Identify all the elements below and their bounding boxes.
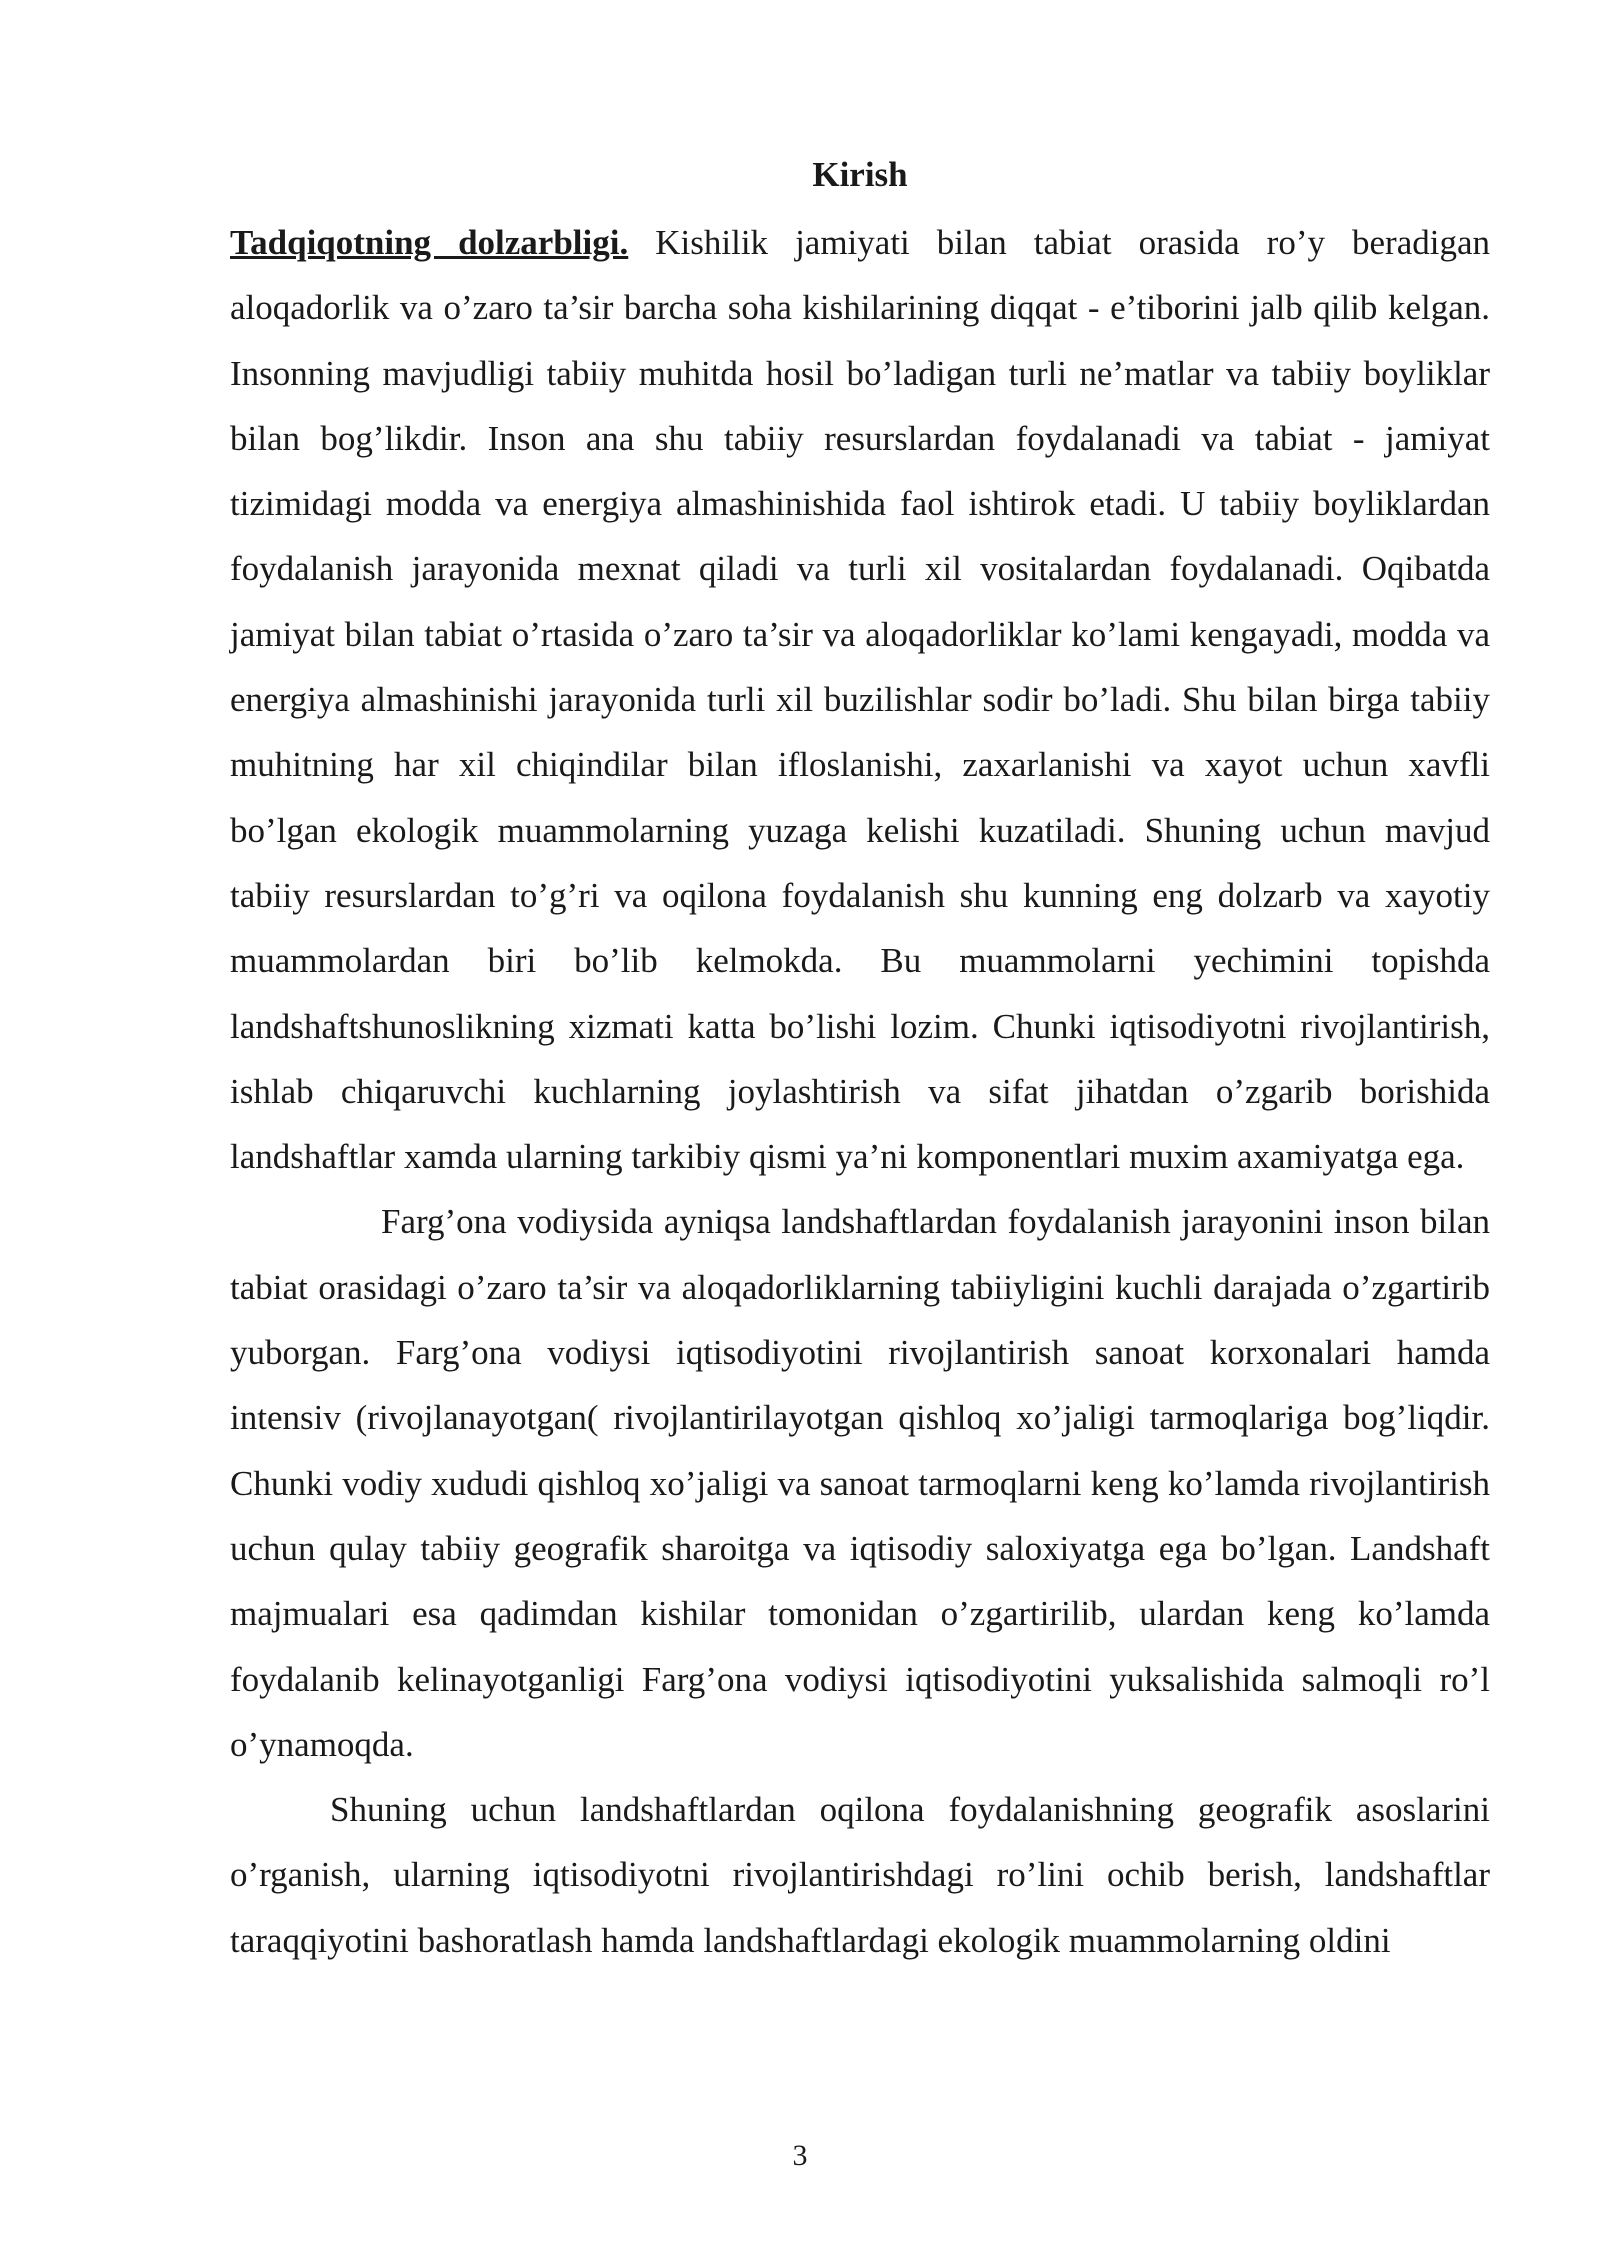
- paragraph-text: Shuning uchun landshaftlardan oqilona foydalanishning geografik asoslarini o’rganish, ularning iqtisodiyotni rivojlantirishdagi ro’lini ochib berish, landshaftlar taraqqiyotini bashoratlash hamda landshaftlardagi ekologik muammolarning oldini: [230, 1790, 1490, 1960]
- paragraph-relevance: [230, 210, 1490, 1189]
- paragraph-lead-heading: Tadqiqotning dolzarbligi.: [230, 223, 629, 262]
- section-title: Kirish: [812, 155, 908, 194]
- paragraph-fergana: [230, 1189, 1490, 1777]
- paragraph-text: Kishilik jamiyati bilan tabiat orasida ro’y beradigan aloqadorlik va o’zaro ta’sir barcha soha kishilarining diqqat - e’tiborini jalb qilib kelgan. Insonning mavjudligi tabiiy muhitda hosil bo’ladigan turli ne’matlar va tabiiy boyliklar bilan bog’likdir. Inson ana shu tabiiy resurslardan foydalanadi va tabiat - jamiyat tizimidagi modda va energiya almashinishida faol ishtirok etadi. U tabiiy boyliklardan foydalanish jarayonida mexnat qiladi va turli xil vositalardan foydalanadi. Oqibatda jamiyat bilan tabiat o’rtasida o’zaro ta’sir va aloqadorliklar ko’lami kengayadi, modda va energiya almashinishi jarayonida turli xil buzilishlar sodir bo’ladi. Shu bilan birga tabiiy muhitning har xil chiqindilar bilan ifloslanishi, zaxarlanishi va xayot uchun xavfli bo’lgan ekologik muammolarning yuzaga kelishi kuzatiladi. Shuning uchun mavjud tabiiy resurslardan to’g’ri va oqilona foydalanish shu kunning eng dolzarb va xayotiy muammolardan biri bo’lib kelmokda. Bu muammolarni yechimini topishda landshaftshunoslikning xizmati katta bo’lishi lozim. Chunki iqtisodiyotni rivojlantirish, ishlab chiqaruvchi kuchlarning joylashtirish va sifat jihatdan o’zgarib borishida landshaftlar xamda ularning tarkibiy qismi ya’ni komponentlari muxim axamiyatga ega.: [230, 223, 1490, 1177]
- page-number: 3: [792, 2139, 808, 2172]
- paragraph-purpose: [230, 1777, 1490, 1973]
- page-content: [230, 148, 1490, 1973]
- paragraph-text: Farg’ona vodiysida ayniqsa landshaftlardan foydalanish jarayonini inson bilan tabiat orasidagi o’zaro ta’sir va aloqadorliklarning tabiiyligini kuchli darajada o’zgartirib yuborgan. Farg’ona vodiysi iqtisodiyotini rivojlantirish sanoat korxonalari hamda intensiv (rivojlanayotgan( rivojlantirilayotgan qishloq xo’jaligi tarmoqlariga bog’liqdir. Chunki vodiy xududi qishloq xo’jaligi va sanoat tarmoqlarni keng ko’lamda rivojlantirish uchun qulay tabiiy geografik sharoitga va iqtisodiy saloxiyatga ega bo’lgan. Landshaft majmualari esa qadimdan kishilar tomonidan o’zgartirilib, ulardan keng ko’lamda foydalanib kelinayotganligi Farg’ona vodiysi iqtisodiyotini yuksalishida salmoqli ro’l o’ynamoqda.: [230, 1202, 1490, 1764]
